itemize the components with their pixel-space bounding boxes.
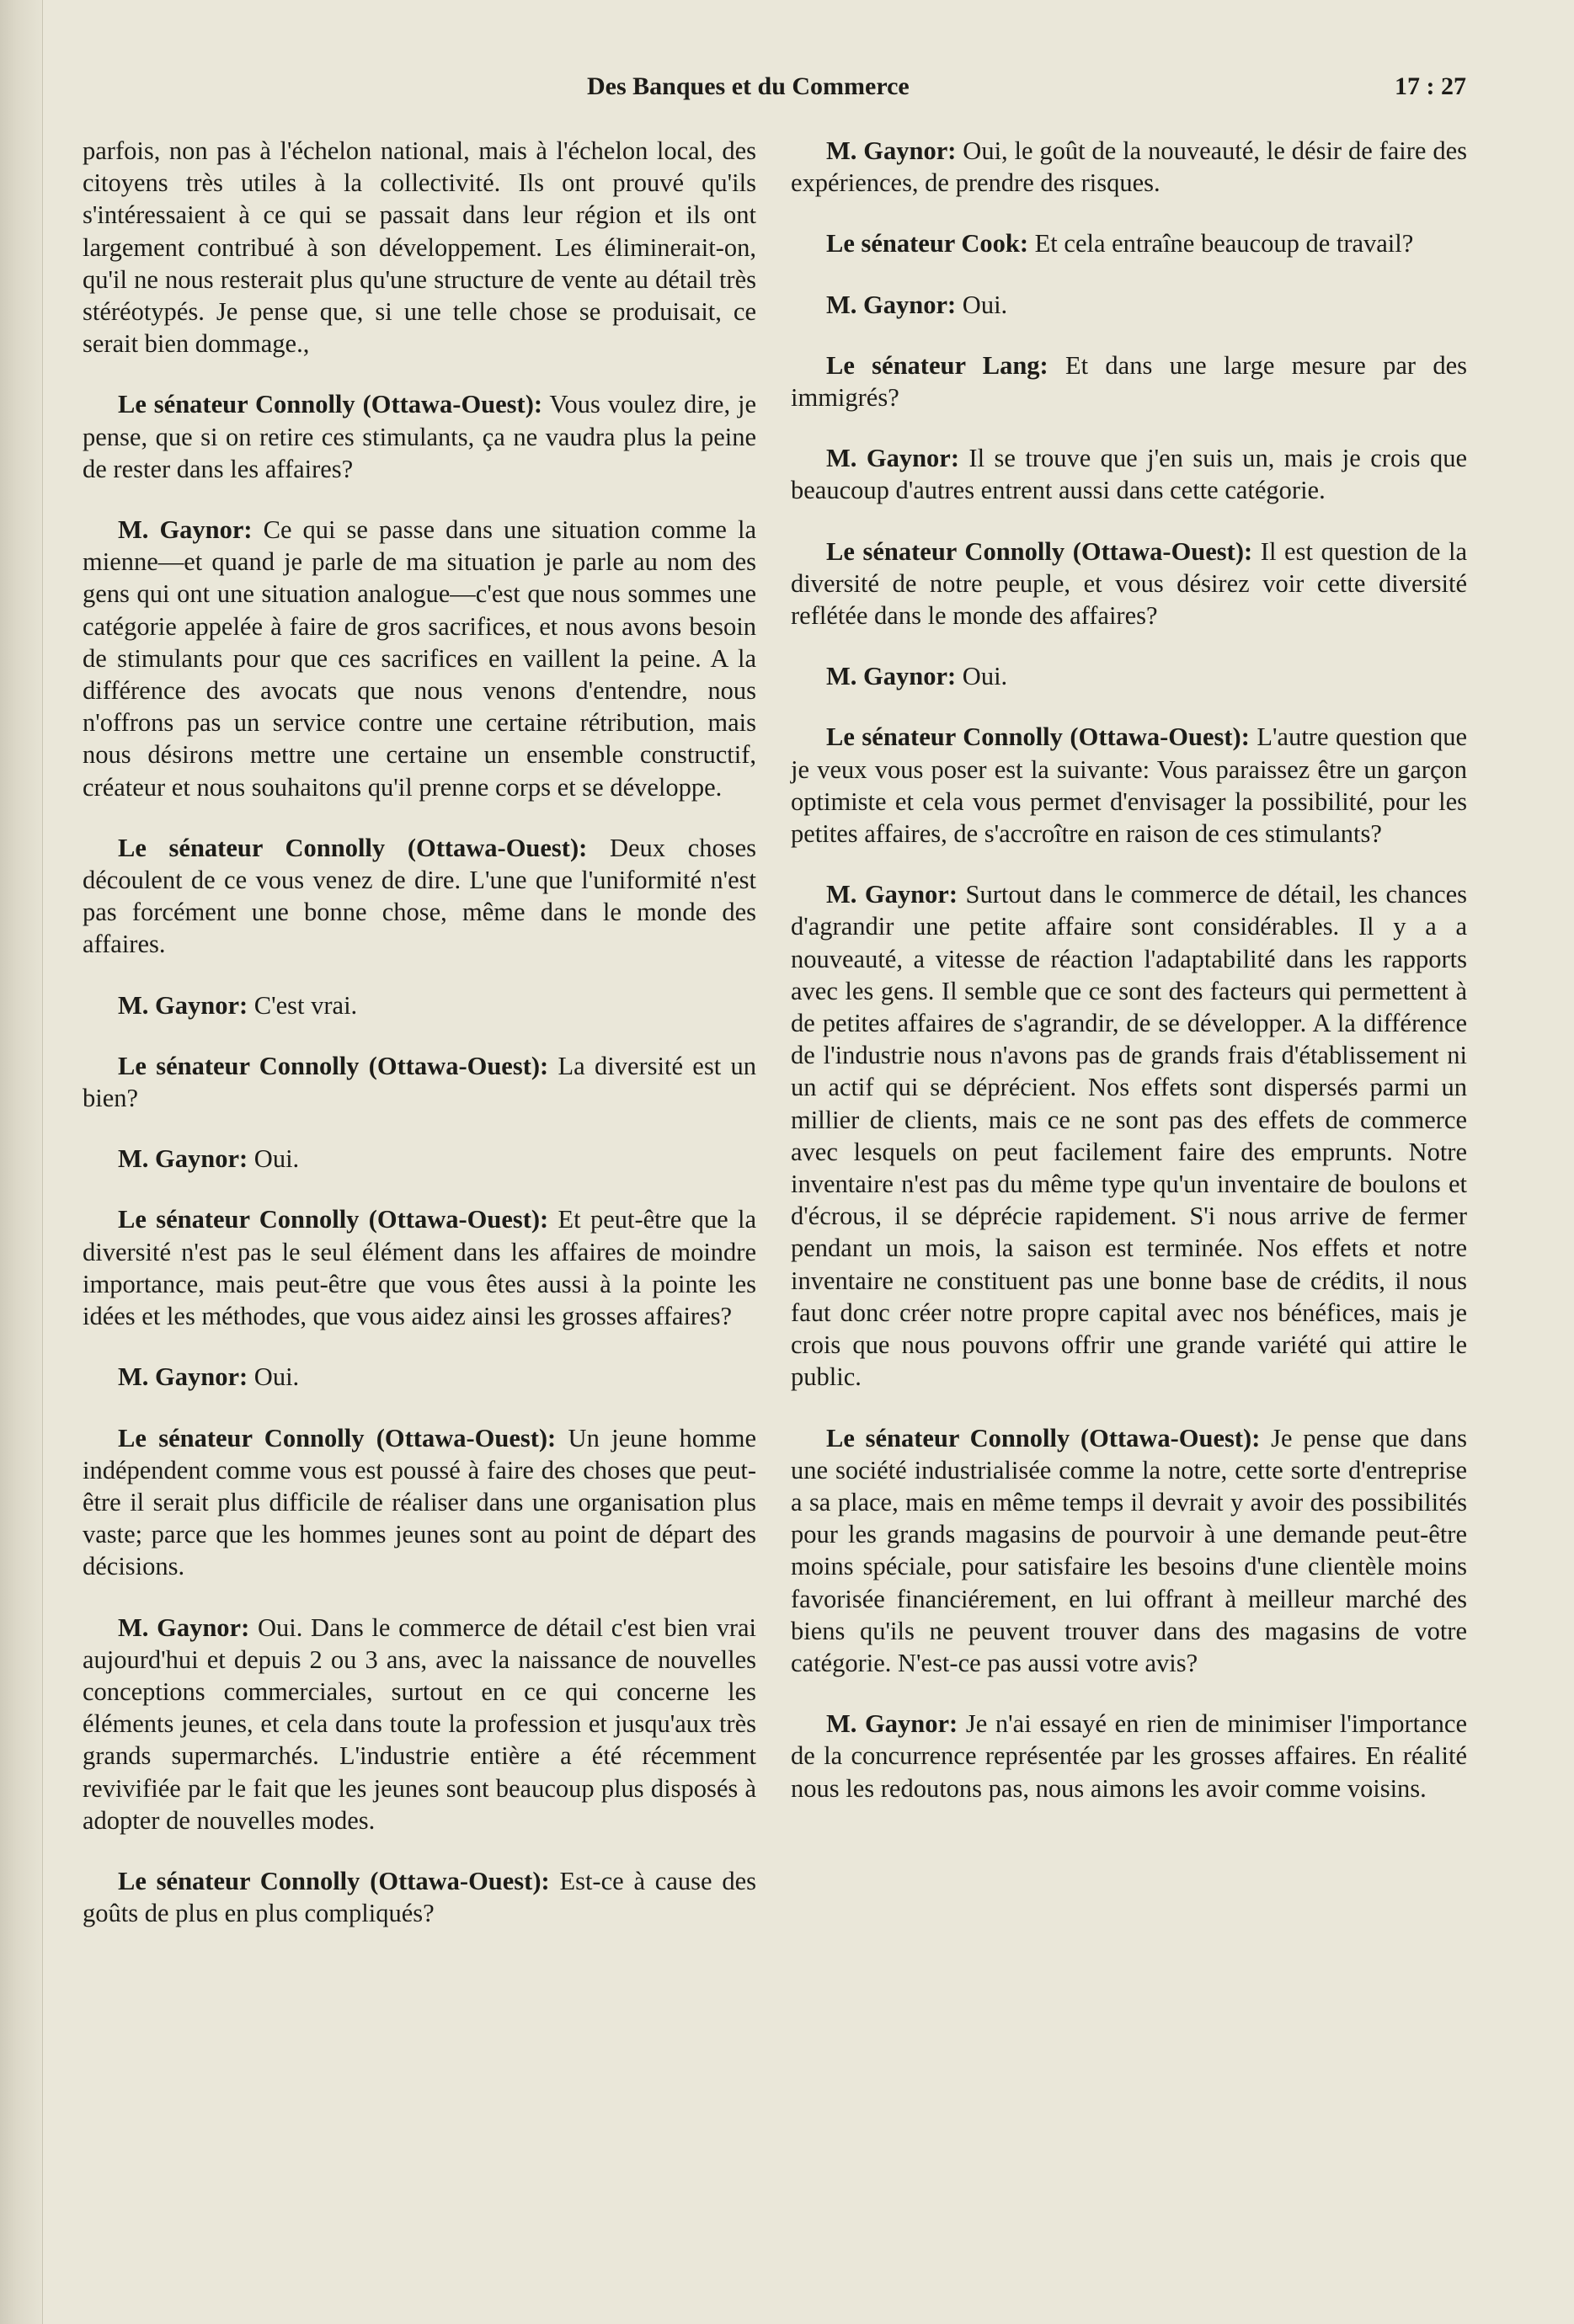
page-number: 17 : 27 xyxy=(1395,72,1466,100)
paragraph xyxy=(83,388,756,485)
speaker-name: M. Gaynor: xyxy=(826,880,958,909)
running-title: Des Banques et du Commerce xyxy=(587,72,910,100)
paragraph-text: Oui. xyxy=(956,662,1008,691)
speaker-name: M. Gaynor: xyxy=(118,1144,248,1174)
speaker-name: M. Gaynor: xyxy=(826,662,957,691)
right-column xyxy=(791,135,1467,1833)
paragraph-text: La diversité est un bien? xyxy=(83,1051,756,1113)
paragraph-text: C'est vrai. xyxy=(248,990,358,1020)
paragraph xyxy=(83,1203,756,1332)
paragraph-text: Et peut-être que la diversité n'est pas le seul élément dans les affaires de moindre importance, mais peut-être que vous êtes aussi à la pointe les idées et les méthodes, que vous aidez ainsi les grosses affaires? xyxy=(83,1205,757,1331)
paragraph-text: Est-ce à cause des goûts de plus en plus compliqués? xyxy=(83,1866,757,1928)
paragraph xyxy=(791,660,1467,692)
paragraph xyxy=(791,1708,1467,1804)
paragraph-text: Vous voulez dire, je pense, que si on retire ces stimulants, ça ne vaudra plus la peine de rester dans les affaires? xyxy=(83,390,757,483)
paragraph-text: Oui, le goût de la nouveauté, le désir de faire des expériences, de prendre des risques. xyxy=(791,136,1467,198)
speaker-name: M. Gaynor: xyxy=(118,990,248,1020)
paragraph-text: Surtout dans le commerce de détail, les chances d'agrandir une petite affaire sont considérables. Il y a a nouveauté, a vitesse de réaction l'adaptabilité dans les rapports avec les gens. Il semble que ce sont des facteurs qui permettent à de petites affaires de s'agrandir, de se développer. A la différence de l'industrie nous n'avons pas de grands frais d'établissement ni un actif qui se déprécient. Nos effets sont dispersés parmi un millier de clients, mais ce ne sont pas des effets de commerce avec lesquels on peut facilement faire des emprunts. Notre inventaire n'est pas du même type qu'un inventaire de boulons et d'écrous, il se déprécie rapidement. S'i nous arrive de fermer pendant un mois, la saison est terminée. Nos effets et notre inventaire ne constituent pas une bonne base de crédits, il nous faut donc créer notre propre capital avec nos bénéfices, mais je crois que nous pouvons offrir une grande variété qui attire le public. xyxy=(791,880,1467,1392)
speaker-name: M. Gaynor: xyxy=(826,290,957,319)
speaker-name: Le sénateur Connolly (Ottawa-Ouest): xyxy=(826,722,1250,752)
paragraph xyxy=(791,289,1467,321)
paragraph xyxy=(791,442,1467,506)
speaker-name: Le sénateur Connolly (Ottawa-Ouest): xyxy=(826,536,1253,566)
paragraph xyxy=(83,514,756,803)
speaker-name: M. Gaynor: xyxy=(118,515,253,545)
paragraph xyxy=(83,135,756,360)
paragraph-text: Oui. Dans le commerce de détail c'est bien vrai aujourd'hui et depuis 2 ou 3 ans, avec la naissance de nouvelles conceptions commerciales, surtout en ce qui concerne les éléments jeunes, et cela dans toute la profession et jusqu'aux très grands supermarchés. L'industrie entière a été récemment revivifiée par le fait que les jeunes sont beaucoup plus disposés à adopter de nouvelles modes. xyxy=(83,1612,756,1835)
paragraph-text: Je n'ai essayé en rien de minimiser l'importance de la concurrence représentée par les grosses affaires. En réalité nous les redoutons pas, nous aimons les avoir comme voisins. xyxy=(791,1709,1467,1803)
speaker-name: M. Gaynor: xyxy=(118,1362,248,1392)
paragraph-text: L'autre question que je veux vous poser est la suivante: Vous paraissez être un garçon optimiste et cela vous permet d'envisager la possibilité, pour les petites affaires, de s'accroître en raison de ces stimulants? xyxy=(791,722,1467,849)
paragraph xyxy=(83,1612,756,1836)
speaker-name: Le sénateur Connolly (Ottawa-Ouest): xyxy=(118,833,588,862)
paragraph xyxy=(791,878,1467,1393)
page-header xyxy=(0,72,1574,106)
left-column xyxy=(83,135,756,1958)
speaker-name: M. Gaynor: xyxy=(826,444,959,473)
paragraph xyxy=(83,1422,756,1583)
speaker-name: M. Gaynor: xyxy=(118,1612,250,1642)
page-binding-edge xyxy=(0,0,43,2324)
speaker-name: M. Gaynor: xyxy=(826,136,957,165)
paragraph xyxy=(83,1050,756,1114)
paragraph-text: Oui. xyxy=(956,290,1008,319)
paragraph xyxy=(83,1143,756,1175)
paragraph-text: Un jeune homme indépendent comme vous est poussé à faire des choses que peut-être il serait plus difficile de réaliser dans une organisation plus vaste; parce que les hommes jeunes sont au point de départ des décisions. xyxy=(83,1423,757,1581)
paragraph xyxy=(83,832,756,961)
paragraph-text: Deux choses découlent de ce vous venez de dire. L'une que l'uniformité n'est pas forcément une bonne chose, même dans le monde des affaires. xyxy=(83,833,756,959)
paragraph-text: Et dans une large mesure par des immigrés? xyxy=(791,350,1467,413)
speaker-name: Le sénateur Connolly (Ottawa-Ouest): xyxy=(118,1051,549,1080)
speaker-name: M. Gaynor: xyxy=(826,1709,958,1739)
paragraph xyxy=(791,721,1467,850)
speaker-name: Le sénateur Cook: xyxy=(826,229,1029,259)
paragraph xyxy=(791,227,1467,259)
paragraph xyxy=(83,1361,756,1393)
paragraph-text: Et cela entraîne beaucoup de travail? xyxy=(1028,229,1414,259)
speaker-name: Le sénateur Connolly (Ottawa-Ouest): xyxy=(118,1423,557,1452)
speaker-name: Le sénateur Connolly (Ottawa-Ouest): xyxy=(118,1866,550,1895)
speaker-name: Le sénateur Connolly (Ottawa-Ouest): xyxy=(118,1205,549,1234)
paragraph xyxy=(791,1422,1467,1680)
paragraph-text: Il est question de la diversité de notre peuple, et vous désirez voir cette diversité reflétée dans le monde des affaires? xyxy=(791,536,1468,631)
paragraph-text: Oui. xyxy=(248,1144,300,1174)
paragraph-text: parfois, non pas à l'échelon national, mais à l'échelon local, des citoyens très utiles à la collectivité. Ils ont prouvé qu'ils s'intéressaient à ce qui se passait dans leur région et ils ont largement contribué à son développement. Les éliminerait-on, qu'il ne nous resterait plus qu'une structure de vente au détail très stéréotypés. Je pense que, si une telle chose se produisait, ce serait bien dommage., xyxy=(83,136,756,359)
paragraph xyxy=(791,536,1467,632)
paragraph-text: Oui. xyxy=(248,1362,300,1392)
speaker-name: Le sénateur Connolly (Ottawa-Ouest): xyxy=(826,1423,1261,1452)
paragraph xyxy=(83,1865,756,1929)
speaker-name: Le sénateur Lang: xyxy=(826,350,1048,380)
speaker-name: Le sénateur Connolly (Ottawa-Ouest): xyxy=(118,390,543,419)
paragraph-text: Ce qui se passe dans une situation comme la mienne—et quand je parle de ma situation je parle au nom des gens qui ont une situation analogue—c'est que nous sommes une catégorie appelée à faire de gros sacrifices, et nous avons besoin de stimulants pour que ces sacrifices en vaillent la peine. A la différence des avocats que nous venons d'entendre, nous n'offrons pas un service contre une certaine rétribution, mais nous désirons mettre une certaine un ensemble constructif, créateur et nous souhaitons qu'il prenne corps et se développe. xyxy=(83,515,756,802)
paragraph xyxy=(83,989,756,1021)
paragraph-text: Il se trouve que j'en suis un, mais je crois que beaucoup d'autres entrent aussi dans cette catégorie. xyxy=(791,444,1468,505)
paragraph xyxy=(791,349,1467,413)
paragraph xyxy=(791,135,1467,199)
paragraph-text: Je pense que dans une société industrialisée comme la notre, cette sorte d'entreprise a sa place, mais en même temps il devrait y avoir des possibilités pour les grands magasins de pourvoir à une demande peut-être moins spéciale, pour satisfaire les besoins d'une clientèle moins favorisée financiérement, en lui offrant à meilleur marché des biens qu'ils ne peuvent trouver dans des magasins de votre catégorie. N'est-ce pas aussi votre avis? xyxy=(791,1423,1468,1677)
